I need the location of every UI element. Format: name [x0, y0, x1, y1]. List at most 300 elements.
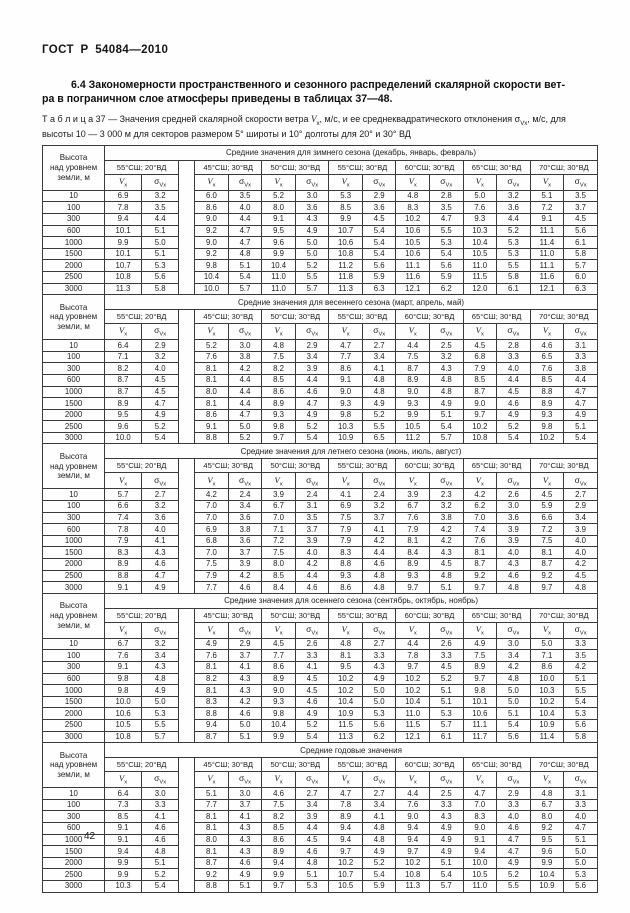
height-value: 2500: [43, 869, 105, 881]
wind-value: 9.4: [105, 846, 142, 858]
wind-value: 2.6: [497, 489, 531, 501]
wind-value: 7.5: [329, 512, 363, 524]
table-row: [43, 570, 598, 582]
wind-value: 11.0: [463, 260, 497, 272]
wind-value: 8.0: [195, 386, 229, 398]
sigma-symbol-header: $\sigma_{Vx}$: [295, 772, 329, 788]
wind-value: 9.7: [463, 409, 497, 421]
wind-value: 10.6: [329, 237, 363, 249]
wind-value: 4.7: [463, 788, 497, 800]
height-value: 2000: [43, 559, 105, 571]
wind-value: 3.9: [497, 524, 531, 536]
coord-group-header: 55°СШ; 30°ВД: [329, 310, 396, 324]
wind-value: 9.8: [262, 708, 296, 720]
height-value: 3000: [43, 432, 105, 444]
spacer-column: [179, 398, 195, 410]
wind-value: 12.1: [396, 283, 430, 295]
wind-value: 4.2: [430, 524, 464, 536]
wind-value: 7.8: [105, 524, 142, 536]
wind-value: 5.0: [228, 719, 262, 731]
wind-value: 9.3: [262, 409, 296, 421]
height-value: 1000: [43, 685, 105, 697]
wind-value: 3.7: [564, 202, 598, 214]
table-row: [43, 834, 598, 846]
wind-value: 3.8: [228, 351, 262, 363]
spacer-column: [179, 459, 195, 489]
wind-value: 10.7: [329, 869, 363, 881]
wind-value: 11.4: [530, 237, 564, 249]
v-symbol-header: $V_x$: [329, 772, 363, 788]
wind-value: 5.3: [362, 708, 396, 720]
wind-value: 10.2: [396, 685, 430, 697]
wind-value: 3.3: [362, 650, 396, 662]
wind-value: 9.0: [262, 685, 296, 697]
wind-value: 10.8: [105, 731, 142, 743]
wind-value: 8.1: [396, 535, 430, 547]
wind-value: 9.3: [329, 570, 363, 582]
wind-value: 10.4: [463, 237, 497, 249]
wind-value: 4.8: [396, 190, 430, 202]
wind-value: 4.7: [228, 237, 262, 249]
height-value: 100: [43, 799, 105, 811]
v-symbol-header: $V_x$: [396, 772, 430, 788]
wind-value: 9.6: [530, 846, 564, 858]
wind-value: 9.7: [396, 846, 430, 858]
wind-value: 6.8: [463, 351, 497, 363]
coord-group-header: 45°СШ; 30°ВД: [195, 608, 262, 622]
wind-value: 5.2: [497, 225, 531, 237]
season-title: Средние значения для летнего сезона (июнь, июль, август): [105, 444, 598, 459]
height-value: 1500: [43, 696, 105, 708]
wind-value: 3.2: [430, 351, 464, 363]
coord-group-header: 70°СШ; 30°ВД: [530, 608, 597, 622]
wind-value: 6.1: [564, 237, 598, 249]
wind-value: 4.5: [564, 570, 598, 582]
wind-value: 3.1: [295, 501, 329, 513]
wind-value: 5.6: [564, 225, 598, 237]
wind-value: 4.6: [262, 788, 296, 800]
coord-group-row: [43, 758, 598, 772]
wind-value: 4.6: [295, 582, 329, 594]
wind-value: 9.8: [530, 421, 564, 433]
wind-value: 9.1: [195, 421, 229, 433]
wind-value: 5.5: [295, 271, 329, 283]
height-value: 3000: [43, 582, 105, 594]
wind-value: 4.3: [362, 662, 396, 674]
wind-value: 5.3: [430, 237, 464, 249]
wind-value: 7.6: [195, 650, 229, 662]
wind-value: 4.6: [530, 340, 564, 352]
wind-value: 10.2: [530, 696, 564, 708]
v-symbol-header: $V_x$: [195, 324, 229, 340]
wind-value: 9.5: [262, 225, 296, 237]
wind-value: 8.3: [195, 696, 229, 708]
wind-value: 11.7: [463, 731, 497, 743]
wind-value: 10.1: [105, 248, 142, 260]
wind-value: 10.4: [530, 708, 564, 720]
wind-value: 4.5: [362, 213, 396, 225]
section-header-row: [43, 593, 598, 608]
table-row: [43, 731, 598, 743]
table-row: [43, 524, 598, 536]
wind-value: 5.3: [295, 880, 329, 892]
wind-value: 9.0: [396, 386, 430, 398]
wind-value: 4.8: [362, 822, 396, 834]
spacer-column: [179, 673, 195, 685]
height-value: 3000: [43, 731, 105, 743]
spacer-column: [179, 559, 195, 571]
wind-value: 4.7: [564, 822, 598, 834]
wind-value: 7.5: [262, 351, 296, 363]
wind-value: 10.8: [463, 432, 497, 444]
wind-value: 9.8: [195, 260, 229, 272]
table-row: [43, 225, 598, 237]
wind-value: 5.0: [362, 696, 396, 708]
sigma-symbol-header: $\sigma_{Vx}$: [430, 622, 464, 638]
wind-value: 3.4: [362, 351, 396, 363]
wind-value: 8.5: [262, 374, 296, 386]
wind-value: 4.4: [295, 822, 329, 834]
wind-value: 4.0: [497, 547, 531, 559]
wind-value: 4.4: [362, 547, 396, 559]
height-value: 100: [43, 351, 105, 363]
wind-value: 6.9: [195, 524, 229, 536]
wind-value: 3.1: [564, 340, 598, 352]
v-symbol-header: $V_x$: [329, 622, 363, 638]
wind-value: 8.6: [262, 386, 296, 398]
wind-value: 2.6: [295, 638, 329, 650]
wind-value: 5.0: [530, 638, 564, 650]
wind-value: 2.9: [295, 340, 329, 352]
table-row: [43, 638, 598, 650]
wind-value: 8.1: [530, 547, 564, 559]
wind-value: 4.8: [497, 582, 531, 594]
wind-value: 3.0: [142, 788, 179, 800]
wind-value: 4.7: [295, 398, 329, 410]
coord-group-header: 45°СШ; 30°ВД: [195, 459, 262, 473]
wind-value: 4.2: [228, 570, 262, 582]
wind-value: 3.2: [362, 501, 396, 513]
spacer-column: [179, 857, 195, 869]
wind-value: 4.0: [142, 524, 179, 536]
wind-value: 8.6: [329, 363, 363, 375]
coord-group-header: 70°СШ; 30°ВД: [530, 160, 597, 174]
wind-value: 5.1: [564, 834, 598, 846]
wind-value: 4.6: [142, 822, 179, 834]
wind-value: 4.5: [530, 489, 564, 501]
table-row: [43, 386, 598, 398]
wind-value: 7.7: [195, 799, 229, 811]
wind-value: 4.1: [228, 811, 262, 823]
wind-value: 10.3: [329, 421, 363, 433]
season-title: Средние значения для весеннего сезона (март, апрель, май): [105, 295, 598, 310]
wind-value: 8.5: [530, 374, 564, 386]
wind-value: 7.5: [396, 351, 430, 363]
wind-value: 9.0: [396, 811, 430, 823]
wind-value: 3.3: [497, 351, 531, 363]
table-row: [43, 799, 598, 811]
wind-value: 9.1: [105, 834, 142, 846]
wind-value: 3.9: [295, 363, 329, 375]
wind-value: 4.3: [228, 846, 262, 858]
wind-value: 3.3: [430, 799, 464, 811]
wind-value: 8.4: [262, 582, 296, 594]
wind-value: 5.8: [564, 731, 598, 743]
wind-value: 9.1: [463, 834, 497, 846]
wind-value: 8.0: [530, 811, 564, 823]
wind-value: 8.9: [396, 374, 430, 386]
coord-group-header: 70°СШ; 30°ВД: [530, 758, 597, 772]
wind-value: 4.2: [463, 489, 497, 501]
wind-value: 7.0: [262, 512, 296, 524]
spacer-column: [179, 190, 195, 202]
sigma-symbol-header: $\sigma_{Vx}$: [564, 622, 598, 638]
wind-value: 4.0: [497, 811, 531, 823]
wind-value: 9.3: [396, 398, 430, 410]
wind-value: 4.4: [497, 213, 531, 225]
wind-value: 7.9: [396, 524, 430, 536]
wind-value: 9.8: [329, 409, 363, 421]
spacer-column: [179, 340, 195, 352]
height-header-line: земли, м: [57, 172, 90, 182]
height-header-line: земли, м: [57, 620, 90, 630]
wind-value: 6.7: [105, 638, 142, 650]
wind-value: 3.6: [362, 202, 396, 214]
wind-value: 9.4: [329, 834, 363, 846]
wind-value: 8.8: [105, 570, 142, 582]
wind-value: 8.6: [195, 409, 229, 421]
wind-value: 9.7: [262, 432, 296, 444]
wind-value: 5.4: [362, 869, 396, 881]
wind-value: 7.6: [105, 650, 142, 662]
symbol-row: [43, 473, 598, 489]
v-symbol-header: $V_x$: [105, 473, 142, 489]
wind-value: 5.0: [362, 685, 396, 697]
wind-value: 4.4: [295, 570, 329, 582]
wind-value: 5.4: [564, 432, 598, 444]
wind-value: 3.7: [362, 512, 396, 524]
height-value: 600: [43, 225, 105, 237]
wind-value: 9.9: [262, 248, 296, 260]
wind-value: 4.6: [497, 570, 531, 582]
wind-value: 4.4: [228, 398, 262, 410]
wind-value: 4.4: [228, 213, 262, 225]
wind-value: 5.6: [362, 719, 396, 731]
wind-value: 9.1: [105, 662, 142, 674]
spacer-column: [179, 685, 195, 697]
wind-value: 4.8: [497, 673, 531, 685]
table-row: [43, 685, 598, 697]
wind-value: 5.5: [497, 880, 531, 892]
spacer-column: [179, 811, 195, 823]
wind-value: 5.7: [430, 880, 464, 892]
wind-value: 3.9: [497, 535, 531, 547]
wind-value: 5.2: [497, 421, 531, 433]
wind-value: 4.3: [142, 662, 179, 674]
coord-group-header: 55°СШ; 30°ВД: [329, 160, 396, 174]
wind-value: 10.0: [463, 857, 497, 869]
height-value: 2000: [43, 708, 105, 720]
wind-value: 7.8: [329, 799, 363, 811]
wind-value: 4.8: [362, 386, 396, 398]
wind-value: 4.8: [430, 570, 464, 582]
wind-value: 5.5: [362, 421, 396, 433]
table-row: [43, 811, 598, 823]
wind-value: 5.0: [142, 696, 179, 708]
wind-value: 4.3: [430, 547, 464, 559]
wind-value: 4.4: [142, 213, 179, 225]
wind-value: 5.6: [362, 260, 396, 272]
spacer-column: [179, 310, 195, 340]
wind-value: 9.7: [329, 846, 363, 858]
wind-value: 3.3: [295, 650, 329, 662]
v-symbol-header: $V_x$: [396, 174, 430, 190]
wind-value: 8.3: [463, 811, 497, 823]
wind-value: 4.9: [295, 708, 329, 720]
wind-value: 2.9: [497, 788, 531, 800]
wind-value: 8.4: [396, 547, 430, 559]
wind-value: 3.7: [228, 547, 262, 559]
coord-group-row: [43, 608, 598, 622]
wind-value: 5.1: [228, 260, 262, 272]
wind-value: 7.7: [329, 351, 363, 363]
spacer-column: [179, 662, 195, 674]
wind-value: 3.7: [228, 650, 262, 662]
wind-value: 10.2: [396, 673, 430, 685]
wind-value: 5.2: [295, 719, 329, 731]
wind-value: 8.7: [195, 857, 229, 869]
wind-value: 4.9: [497, 409, 531, 421]
height-column-header: [43, 145, 105, 190]
wind-value: 10.3: [463, 225, 497, 237]
wind-value: 6.3: [564, 283, 598, 295]
wind-value: 5.2: [228, 432, 262, 444]
wind-value: 5.7: [430, 432, 464, 444]
wind-value: 4.3: [430, 363, 464, 375]
wind-value: 4.6: [142, 559, 179, 571]
sigma-symbol-header: $\sigma_{Vx}$: [497, 174, 531, 190]
wind-value: 9.7: [530, 582, 564, 594]
wind-value: 7.1: [530, 650, 564, 662]
spacer-column: [179, 582, 195, 594]
wind-value: 3.2: [142, 190, 179, 202]
coord-group-header: 55°СШ; 30°ВД: [329, 459, 396, 473]
wind-value: 8.1: [195, 822, 229, 834]
wind-value: 8.3: [329, 547, 363, 559]
wind-value: 3.2: [142, 351, 179, 363]
wind-value: 10.8: [105, 271, 142, 283]
v-symbol-header: $V_x$: [105, 772, 142, 788]
wind-value: 9.5: [329, 662, 363, 674]
wind-value: 4.9: [463, 638, 497, 650]
height-value: 2000: [43, 857, 105, 869]
v-symbol-header: $V_x$: [262, 772, 296, 788]
wind-value: 10.0: [530, 673, 564, 685]
wind-value: 8.9: [105, 398, 142, 410]
wind-value: 8.9: [329, 811, 363, 823]
wind-value: 4.0: [295, 547, 329, 559]
spacer-column: [179, 260, 195, 272]
wind-value: 2.9: [228, 638, 262, 650]
wind-value: 2.5: [430, 340, 464, 352]
wind-value: 7.6: [195, 351, 229, 363]
wind-value: 12.0: [463, 283, 497, 295]
wind-value: 3.4: [142, 650, 179, 662]
wind-value: 3.5: [430, 202, 464, 214]
wind-value: 4.4: [396, 340, 430, 352]
wind-value: 7.5: [262, 547, 296, 559]
wind-value: 10.1: [105, 225, 142, 237]
spacer-column: [179, 547, 195, 559]
wind-value: 9.4: [195, 719, 229, 731]
coord-group-row: [43, 310, 598, 324]
sigma-symbol-header: $\sigma_{Vx}$: [362, 772, 396, 788]
v-symbol-header: $V_x$: [530, 324, 564, 340]
wind-value: 7.5: [262, 799, 296, 811]
wind-value: 9.1: [329, 374, 363, 386]
wind-value: 4.2: [295, 559, 329, 571]
wind-value: 6.8: [195, 535, 229, 547]
height-value: 2500: [43, 421, 105, 433]
wind-value: 8.7: [530, 559, 564, 571]
wind-value: 8.9: [530, 398, 564, 410]
wind-value: 4.4: [497, 374, 531, 386]
wind-value: 4.9: [362, 846, 396, 858]
sigma-symbol-header: $\sigma_{Vx}$: [295, 622, 329, 638]
wind-value: 3.7: [228, 799, 262, 811]
height-value: 600: [43, 374, 105, 386]
table-row: [43, 696, 598, 708]
wind-value: 6.9: [329, 501, 363, 513]
wind-value: 8.1: [195, 398, 229, 410]
spacer-column: [179, 363, 195, 375]
table-row: [43, 788, 598, 800]
wind-value: 7.3: [105, 799, 142, 811]
spacer-column: [179, 524, 195, 536]
wind-value: 4.3: [228, 822, 262, 834]
wind-value: 8.1: [195, 374, 229, 386]
sigma-symbol-header: $\sigma_{Vx}$: [362, 622, 396, 638]
sigma-symbol-header: $\sigma_{Vx}$: [497, 473, 531, 489]
wind-value: 5.8: [497, 271, 531, 283]
wind-value: 9.0: [329, 386, 363, 398]
wind-value: 3.0: [228, 340, 262, 352]
wind-value: 5.2: [362, 857, 396, 869]
wind-value: 10.0: [195, 283, 229, 295]
wind-value: 4.5: [262, 638, 296, 650]
height-column-header: [43, 295, 105, 340]
v-symbol-header: $V_x$: [195, 473, 229, 489]
wind-value: 4.9: [142, 582, 179, 594]
wind-value: 4.3: [430, 811, 464, 823]
wind-value: 4.2: [228, 696, 262, 708]
height-value: 300: [43, 512, 105, 524]
sigma-symbol-header: $\sigma_{Vx}$: [362, 473, 396, 489]
table-row: [43, 547, 598, 559]
wind-value: 8.1: [195, 662, 229, 674]
wind-value: 3.5: [228, 190, 262, 202]
height-column-header: [43, 743, 105, 788]
wind-value: 8.5: [105, 811, 142, 823]
wind-value: 8.0: [195, 834, 229, 846]
v-symbol-header: $V_x$: [530, 772, 564, 788]
wind-value: 2.5: [430, 788, 464, 800]
wind-value: 10.4: [262, 260, 296, 272]
wind-value: 9.2: [530, 822, 564, 834]
wind-value: 4.6: [142, 834, 179, 846]
coord-group-header: 50°СШ; 30°ВД: [262, 758, 329, 772]
wind-value: 4.6: [295, 386, 329, 398]
